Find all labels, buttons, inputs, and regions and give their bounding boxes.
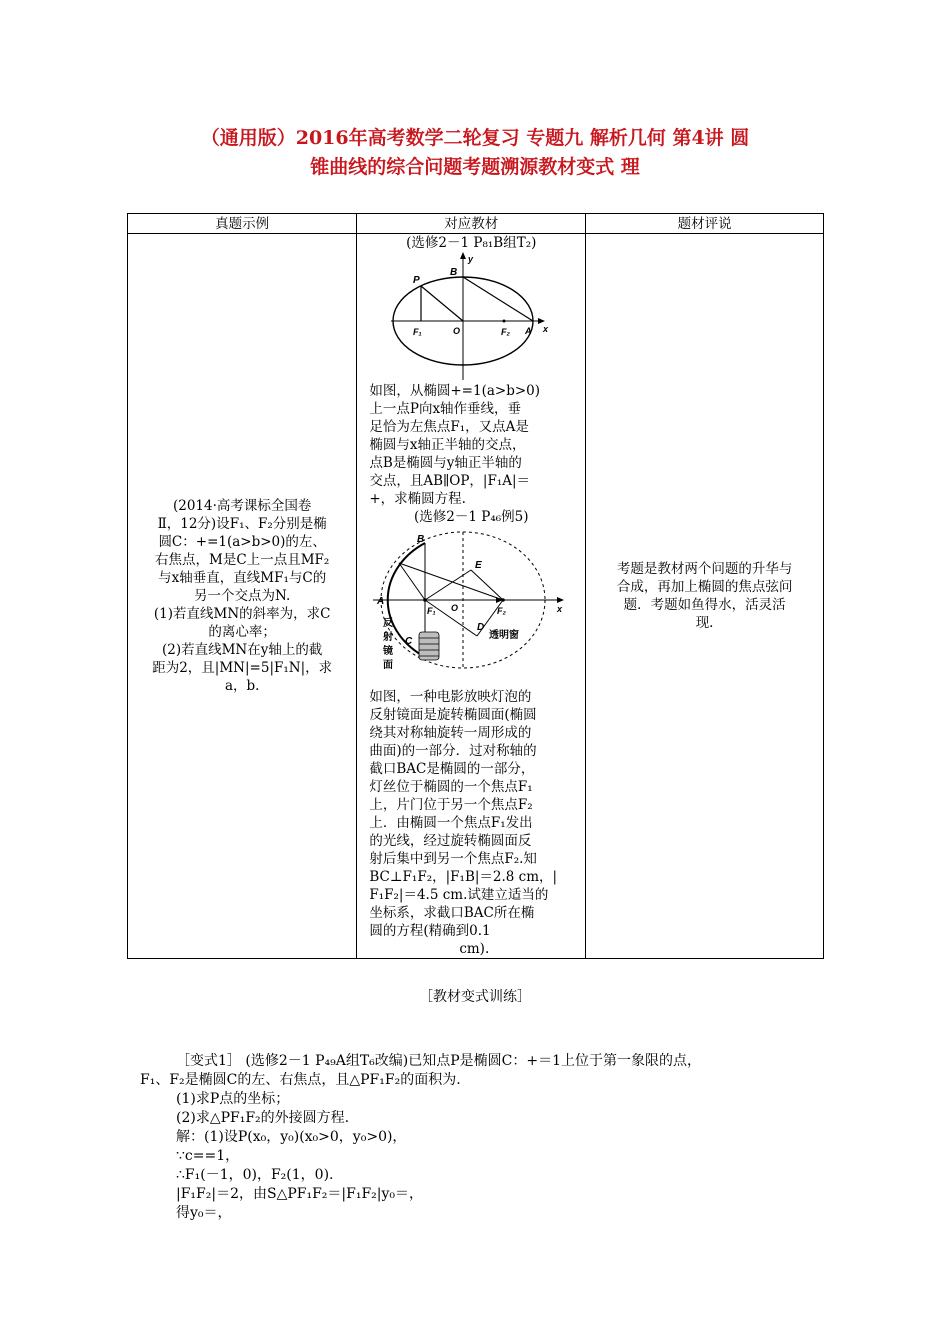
textbook-line: 足恰为左焦点F₁，又点A是	[369, 419, 529, 435]
commentary-line: 题．考题如鱼得水，活灵活	[623, 597, 786, 613]
commentary-line: 合成，再加上椭圆的焦点弦问	[616, 579, 793, 595]
comparison-table	[127, 213, 824, 959]
exercise-line: (2)求△PF₁F₂的外接圆方程.	[176, 1110, 350, 1126]
fig1-label-A: A	[525, 326, 532, 336]
textbook-line: 灯丝位于椭圆的一个焦点F₁	[369, 779, 533, 795]
textbook-line: 上一点P向x轴作垂线，垂	[369, 401, 522, 417]
textbook-line: 截口BAC是椭圆的一部分，	[369, 761, 535, 777]
exercise-line: 得y₀＝，	[176, 1205, 232, 1221]
fig2-label-E: E	[475, 560, 482, 571]
title-line-1: （通用版）2016年高考数学二轮复习 专题九 解析几何 第4讲 圆	[200, 127, 750, 149]
header-commentary: 题材评说	[586, 214, 824, 234]
fig1-label-O: O	[453, 326, 461, 336]
header-textbook: 对应教材	[357, 214, 586, 234]
textbook-line: 曲面)的一部分．过对称轴的	[369, 743, 537, 759]
fig2-label-mirror-3: 镜	[383, 646, 394, 657]
exam-line: 右焦点，M是C上一点且MF₂	[155, 552, 330, 568]
textbook-reference-2: (选修2－1 P₄₆例5)	[414, 509, 529, 525]
exam-line: Ⅱ，12分)设F₁、F₂分别是椭	[157, 516, 327, 532]
exam-line: 的离心率；	[208, 624, 276, 640]
exam-line: 与x轴垂直，直线MF₁与C的	[158, 570, 327, 586]
textbook-line: 如图，从椭圆+=1(a>b>0)	[369, 383, 541, 399]
textbook-line: 圆的方程(精确到0.1	[369, 923, 491, 939]
exercise-line: ［变式1］ (选修2－1 P₄₉A组T₆改编)已知点P是椭圆C：+＝1上位于第一象限的点，	[176, 1053, 702, 1069]
textbook-line: 的光线，经过旋转椭圆面反	[369, 833, 532, 849]
header-exam-example: 真题示例	[128, 214, 357, 234]
textbook-line: cm).	[459, 941, 490, 957]
fig2-label-C: C	[405, 636, 413, 647]
exercise-line: 解：(1)设P(x₀，y₀)(x₀>0，y₀>0)，	[176, 1129, 407, 1145]
fig2-label-mirror-4: 面	[383, 660, 394, 671]
textbook-line: 点B是椭圆与y轴正半轴的	[369, 455, 522, 471]
document-title	[80, 124, 870, 182]
fig2-label-F2: F₂	[497, 606, 507, 616]
textbook-line: 坐标系，求截口BAC所在椭	[369, 905, 535, 921]
textbook-problem-1	[357, 382, 585, 508]
exam-line: (2)若直线MN在y轴上的截	[161, 642, 323, 658]
fig1-label-B: B	[450, 267, 458, 278]
title-line-2: 锥曲线的综合问题考题溯源教材变式 理	[310, 156, 640, 178]
textbook-line: 绕其对称轴旋转一周形成的	[369, 725, 532, 741]
fig1-label-y: y	[468, 254, 474, 264]
fig1-label-F1: F₁	[413, 327, 422, 337]
exercise-line: ∵c==1，	[176, 1148, 240, 1164]
fig2-label-A: A	[377, 596, 385, 607]
fig2-label-B: B	[417, 534, 425, 545]
fig2-label-F1: F₁	[427, 606, 436, 616]
section-title: ［教材变式训练］	[419, 989, 531, 1005]
exam-line: a，b.	[224, 678, 260, 694]
table-header-row	[128, 214, 824, 234]
textbook-line: 椭圆与x轴正半轴的交点，	[369, 437, 526, 453]
textbook-problem-2	[357, 688, 585, 958]
exam-line: 另一个交点为N.	[194, 588, 291, 604]
textbook-line: 射后集中到另一个焦点F₂.知	[369, 851, 537, 867]
commentary-cell	[586, 234, 824, 959]
fig1-label-F2: F₂	[501, 327, 511, 337]
fig2-label-window: 透明窗	[489, 630, 520, 641]
textbook-line: 反射镜面是旋转椭圆面(椭圆	[369, 707, 537, 723]
fig1-label-x: x	[543, 324, 549, 334]
textbook-line: +，求椭圆方程.	[369, 491, 466, 507]
exam-line: (2014·高考课标全国卷	[172, 498, 312, 514]
fig2-label-mirror-2: 射	[383, 632, 394, 643]
reflector-figure-2	[371, 528, 571, 688]
ellipse-figure-1	[391, 252, 551, 382]
exercise-line: ∴F₁(－1，0)，F₂(1，0).	[176, 1167, 334, 1183]
textbook-line: 交点，且AB∥OP，|F₁A|＝	[369, 473, 531, 489]
fig1-label-P: P	[413, 275, 420, 286]
fig2-label-x: x	[557, 604, 563, 614]
fig2-label-O: O	[451, 603, 459, 613]
fig2-label-mirror-1: 反	[383, 618, 394, 629]
textbook-line: BC⊥F₁F₂，|F₁B|＝2.8 cm，|	[369, 869, 558, 885]
textbook-line: 上．由椭圆一个焦点F₁发出	[369, 815, 533, 831]
fig2-label-D: D	[477, 622, 485, 633]
textbook-cell	[357, 234, 586, 959]
exercise-line: |F₁F₂|＝2，由S△PF₁F₂＝|F₁F₂|y₀＝，	[176, 1186, 424, 1202]
commentary-line: 考题是教材两个问题的升华与	[616, 561, 793, 577]
exercise-line: (1)求P点的坐标；	[176, 1091, 290, 1107]
textbook-line: 如图，一种电影放映灯泡的	[369, 689, 532, 705]
exercise-body	[140, 1052, 840, 1223]
textbook-line: F₁F₂|＝4.5 cm.试建立适当的	[369, 887, 549, 903]
exercise-line: F₁、F₂是椭圆C的左、右焦点，且△PF₁F₂的面积为.	[140, 1072, 461, 1088]
exam-line: 距为2，且|MN|=5|F₁N|，求	[152, 660, 333, 676]
table-row	[128, 234, 824, 959]
commentary-line: 现.	[695, 615, 714, 631]
exam-problem-cell	[128, 234, 357, 959]
exam-line: (1)若直线MN的斜率为，求C	[153, 606, 331, 622]
textbook-reference-1: (选修2－1 P₈₁B组T₂)	[406, 235, 537, 251]
exam-line: 圆C：+=1(a>b>0)的左、	[158, 534, 326, 550]
textbook-line: 上，片门位于另一个焦点F₂	[369, 797, 533, 813]
